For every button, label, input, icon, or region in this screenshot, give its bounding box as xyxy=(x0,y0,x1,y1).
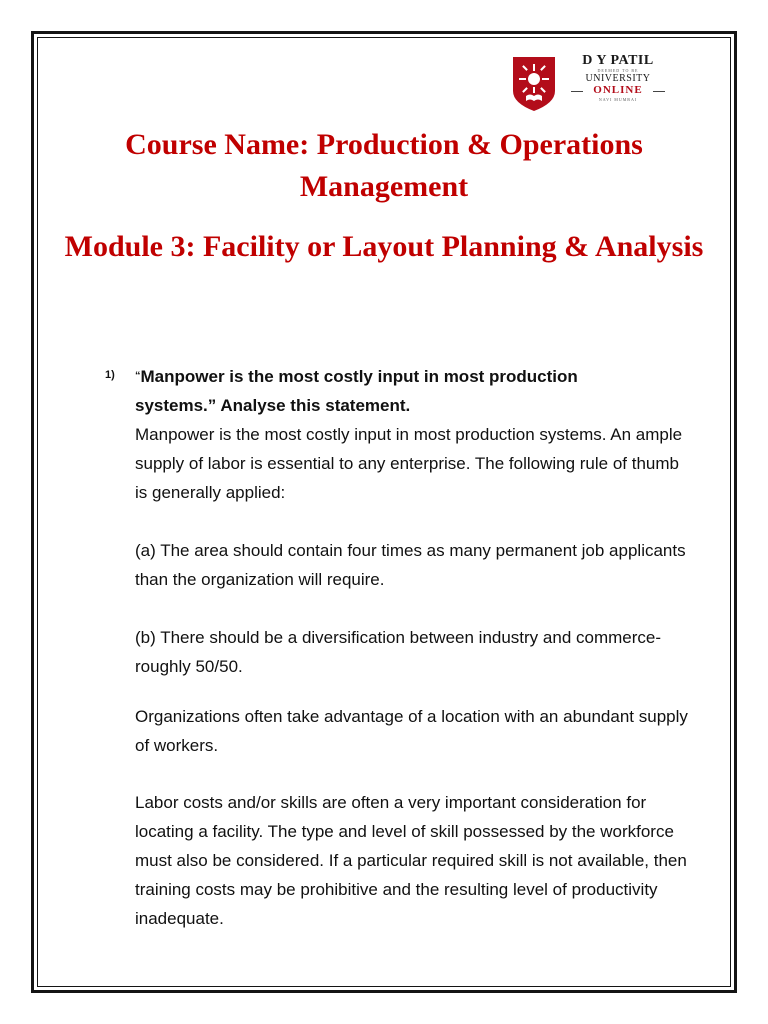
logo-location: NAVI MUMBAI xyxy=(598,97,638,102)
question-heading xyxy=(135,362,655,420)
logo-university: UNIVERSITY xyxy=(585,73,651,84)
question-text: Manpower is the most costly input in most production systems.” Analyse this statement. xyxy=(135,367,578,415)
course-title: Course Name: Production & Operations Management xyxy=(125,128,643,203)
module-title: Module 3: Facility or Layout Planning & Analysis xyxy=(64,230,704,263)
logo-online: ONLINE xyxy=(563,85,673,96)
question-open-quote: “ xyxy=(135,370,141,382)
question-number: 1) xyxy=(105,369,115,381)
answer-paragraph: (b) There should be a diversification between industry and commerce-roughly 50/50. xyxy=(135,628,662,676)
logo-deemed: DEEMED TO BE xyxy=(597,68,639,73)
logo-name: D Y PATIL xyxy=(582,53,654,68)
answer-paragraph: Manpower is the most costly input in most production systems. An ample supply of labor is essential to any enterprise. The following rule of thumb is generally applied: xyxy=(135,425,683,502)
answer-paragraph: (a) The area should contain four times as many permanent job applicants than the organization will require. xyxy=(135,541,686,589)
university-wordmark xyxy=(563,54,673,102)
answer-paragraph: Organizations often take advantage of a location with an abundant supply of workers. xyxy=(135,707,688,755)
answer-paragraph: Labor costs and/or skills are often a very important consideration for locating a facility. The type and level of skill possessed by the workforce must also be considered. If a particular required skill is not available, then training costs may be prohibitive and the resulting level of productivity inadequate. xyxy=(135,793,687,928)
university-shield-icon xyxy=(511,55,557,113)
university-logo xyxy=(509,52,673,118)
